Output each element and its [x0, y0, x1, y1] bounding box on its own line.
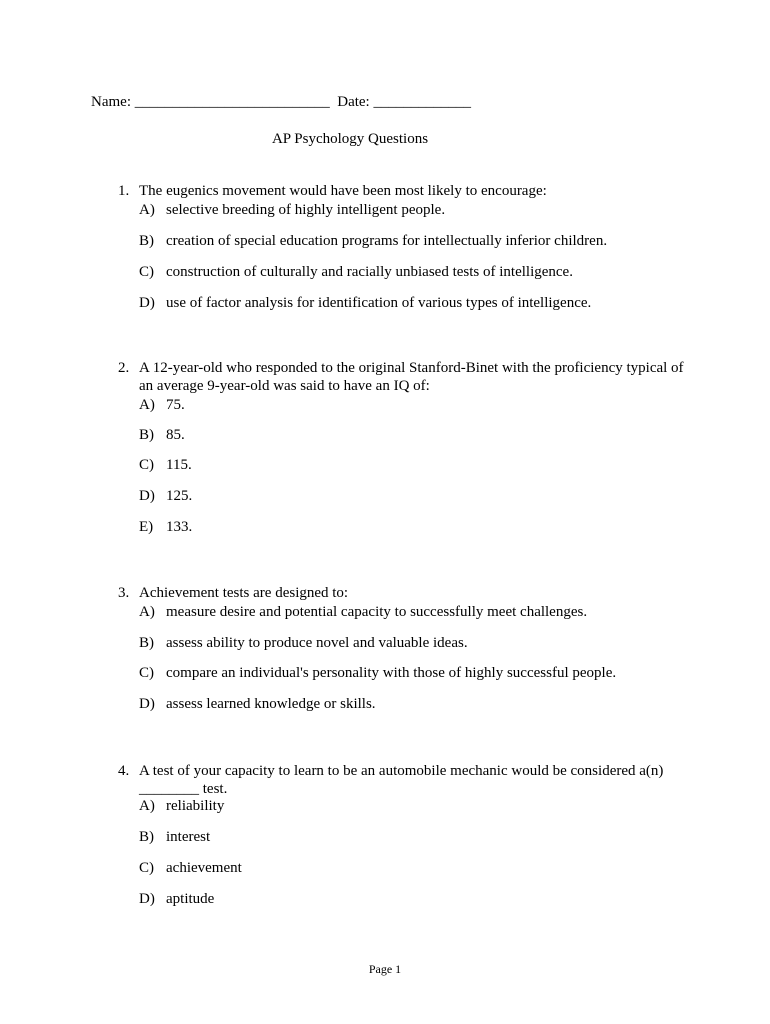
option-letter: D) — [139, 488, 155, 504]
question-text: A 12-year-old who responded to the original Stanford-Binet with the proficiency typical of an average 9-year-old was said to have an IQ of: — [139, 360, 684, 394]
option-b — [139, 634, 468, 652]
option-a — [139, 797, 224, 815]
option-c — [139, 664, 616, 682]
option-text: measure desire and potential capacity to successfully meet challenges. — [166, 604, 588, 620]
option-letter: C) — [139, 457, 154, 473]
option-text: creation of special education programs for intellectually inferior children. — [166, 233, 608, 249]
option-text: aptitude — [166, 891, 215, 907]
option-letter: D) — [139, 891, 155, 907]
option-letter: B) — [139, 635, 154, 651]
question-text: Achievement tests are designed to: — [139, 585, 349, 601]
question-text: A test of your capacity to learn to be an automobile mechanic would be considered a(n) ________ test. — [139, 763, 664, 797]
option-letter: E) — [139, 519, 154, 535]
option-text: 125. — [166, 488, 193, 504]
option-a — [139, 603, 587, 621]
option-d — [139, 695, 376, 713]
option-letter: A) — [139, 604, 155, 620]
option-d — [139, 487, 192, 505]
option-d — [139, 294, 591, 312]
option-c — [139, 859, 242, 877]
option-letter: A) — [139, 798, 155, 814]
date-label: Date: — [337, 94, 370, 110]
option-letter: B) — [139, 427, 154, 443]
page-number: Page 1 — [368, 962, 402, 976]
option-text: 75. — [166, 397, 185, 413]
option-text: achievement — [166, 860, 242, 876]
question-number: 1. — [118, 183, 130, 199]
option-a — [139, 396, 185, 414]
page-title: AP Psychology Questions — [271, 131, 429, 147]
option-text: 85. — [166, 427, 185, 443]
option-c — [139, 456, 192, 474]
name-blank: __________________________ — [134, 94, 330, 110]
option-letter: C) — [139, 860, 154, 876]
option-letter: B) — [139, 233, 154, 249]
question-number: 4. — [118, 763, 130, 779]
option-e — [139, 518, 192, 536]
option-letter: A) — [139, 397, 155, 413]
date-blank: _____________ — [373, 94, 471, 110]
option-text: assess learned knowledge or skills. — [166, 696, 376, 712]
option-text: selective breeding of highly intelligent people. — [166, 202, 446, 218]
option-letter: C) — [139, 665, 154, 681]
option-text: compare an individual's personality with those of highly successful people. — [166, 665, 617, 681]
question-text: The eugenics movement would have been most likely to encourage: — [139, 183, 547, 199]
option-letter: B) — [139, 829, 154, 845]
option-text: reliability — [166, 798, 225, 814]
option-letter: D) — [139, 696, 155, 712]
option-c — [139, 263, 573, 281]
option-text: 133. — [166, 519, 193, 535]
option-text: assess ability to produce novel and valuable ideas. — [166, 635, 468, 651]
option-letter: A) — [139, 202, 155, 218]
option-b — [139, 426, 185, 444]
option-letter: C) — [139, 264, 154, 280]
option-b — [139, 232, 607, 250]
option-letter: D) — [139, 295, 155, 311]
name-label: Name: — [91, 94, 131, 110]
question-number: 3. — [118, 585, 130, 601]
option-text: use of factor analysis for identification of various types of intelligence. — [166, 295, 592, 311]
option-b — [139, 828, 210, 846]
option-d — [139, 890, 214, 908]
option-text: construction of culturally and racially unbiased tests of intelligence. — [166, 264, 573, 280]
name-date-line — [91, 93, 471, 111]
option-a — [139, 201, 445, 219]
option-text: 115. — [166, 457, 192, 473]
question-number: 2. — [118, 360, 130, 376]
option-text: interest — [166, 829, 211, 845]
